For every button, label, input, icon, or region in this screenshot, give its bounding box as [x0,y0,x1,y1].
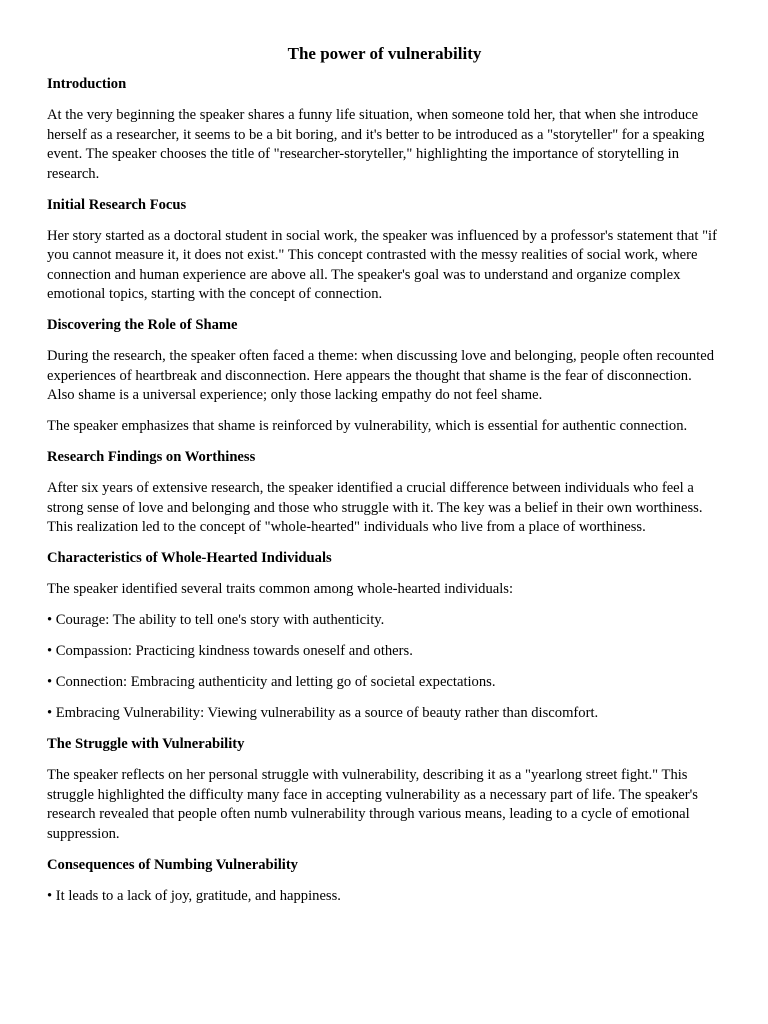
section-heading-initial-research-focus: Initial Research Focus [47,196,187,213]
list-item-embracing-vulnerability: • Embracing Vulnerability: Viewing vulnerability as a source of beauty rather than discomfort. [47,705,599,721]
paragraph-shame-vulnerability: The speaker emphasizes that shame is reinforced by vulnerability, which is essential for authentic connection. [47,418,688,434]
paragraph-whole-hearted-intro: The speaker identified several traits common among whole-hearted individuals: [47,581,514,597]
section-heading-worthiness: Research Findings on Worthiness [47,449,256,465]
section-heading-whole-hearted: Characteristics of Whole-Hearted Individuals [47,550,332,566]
section-heading-introduction: Introduction [47,76,127,92]
paragraph-role-of-shame: During the research, the speaker often faced a theme: when discussing love and belonging, people often recounted experiences of heartbreak and disconnection. Here appears the thought that shame is the fear of disconnection. Also shame is a universal experience; only those lacking empathy do not feel shame. [47,348,715,403]
paragraph-initial-research-focus: Her story started as a doctoral student in social work, the speaker was influenced by a professor's statement that "if you cannot measure it, it does not exist." This concept contrasted with the messy realities of social work, where connection and human experience are above all. The speaker's goal was to understand and organize complex emotional topics, starting with the concept of connection. [47,227,717,302]
section-heading-struggle: The Struggle with Vulnerability [47,736,245,752]
section-heading-role-of-shame: Discovering the Role of Shame [47,317,238,333]
document-title: The power of vulnerability [287,44,482,63]
list-item-compassion: • Compassion: Practicing kindness towards oneself and others. [47,643,413,659]
paragraph-introduction: At the very beginning the speaker shares a funny life situation, when someone told her, that when she introduce herself as a researcher, it seems to be a bit boring, and it's better to be introduced as a "storyteller" for a speaking event. The speaker chooses the title of "researcher-storyteller," highlighting the importance of storytelling in research. [47,107,705,182]
paragraph-struggle: The speaker reflects on her personal struggle with vulnerability, describing it as a "yearlong street fight." This struggle highlighted the difficulty many face in accepting vulnerability as a necessary part of life. The speaker's research revealed that people often numb vulnerability through various means, leading to a cycle of emotional suppression. [47,767,698,842]
list-item-lack-of-joy: • It leads to a lack of joy, gratitude, and happiness. [47,887,341,904]
list-item-connection: • Connection: Embracing authenticity and letting go of societal expectations. [47,674,496,690]
paragraph-worthiness: After six years of extensive research, the speaker identified a crucial difference between individuals who feel a strong sense of love and belonging and those who struggle with it. The key was a belief in their own worthiness. This realization led to the concept of "whole-hearted" individuals who live from a place of worthiness. [47,480,703,535]
section-heading-consequences: Consequences of Numbing Vulnerability [47,856,298,873]
list-item-courage: • Courage: The ability to tell one's story with authenticity. [47,612,385,628]
